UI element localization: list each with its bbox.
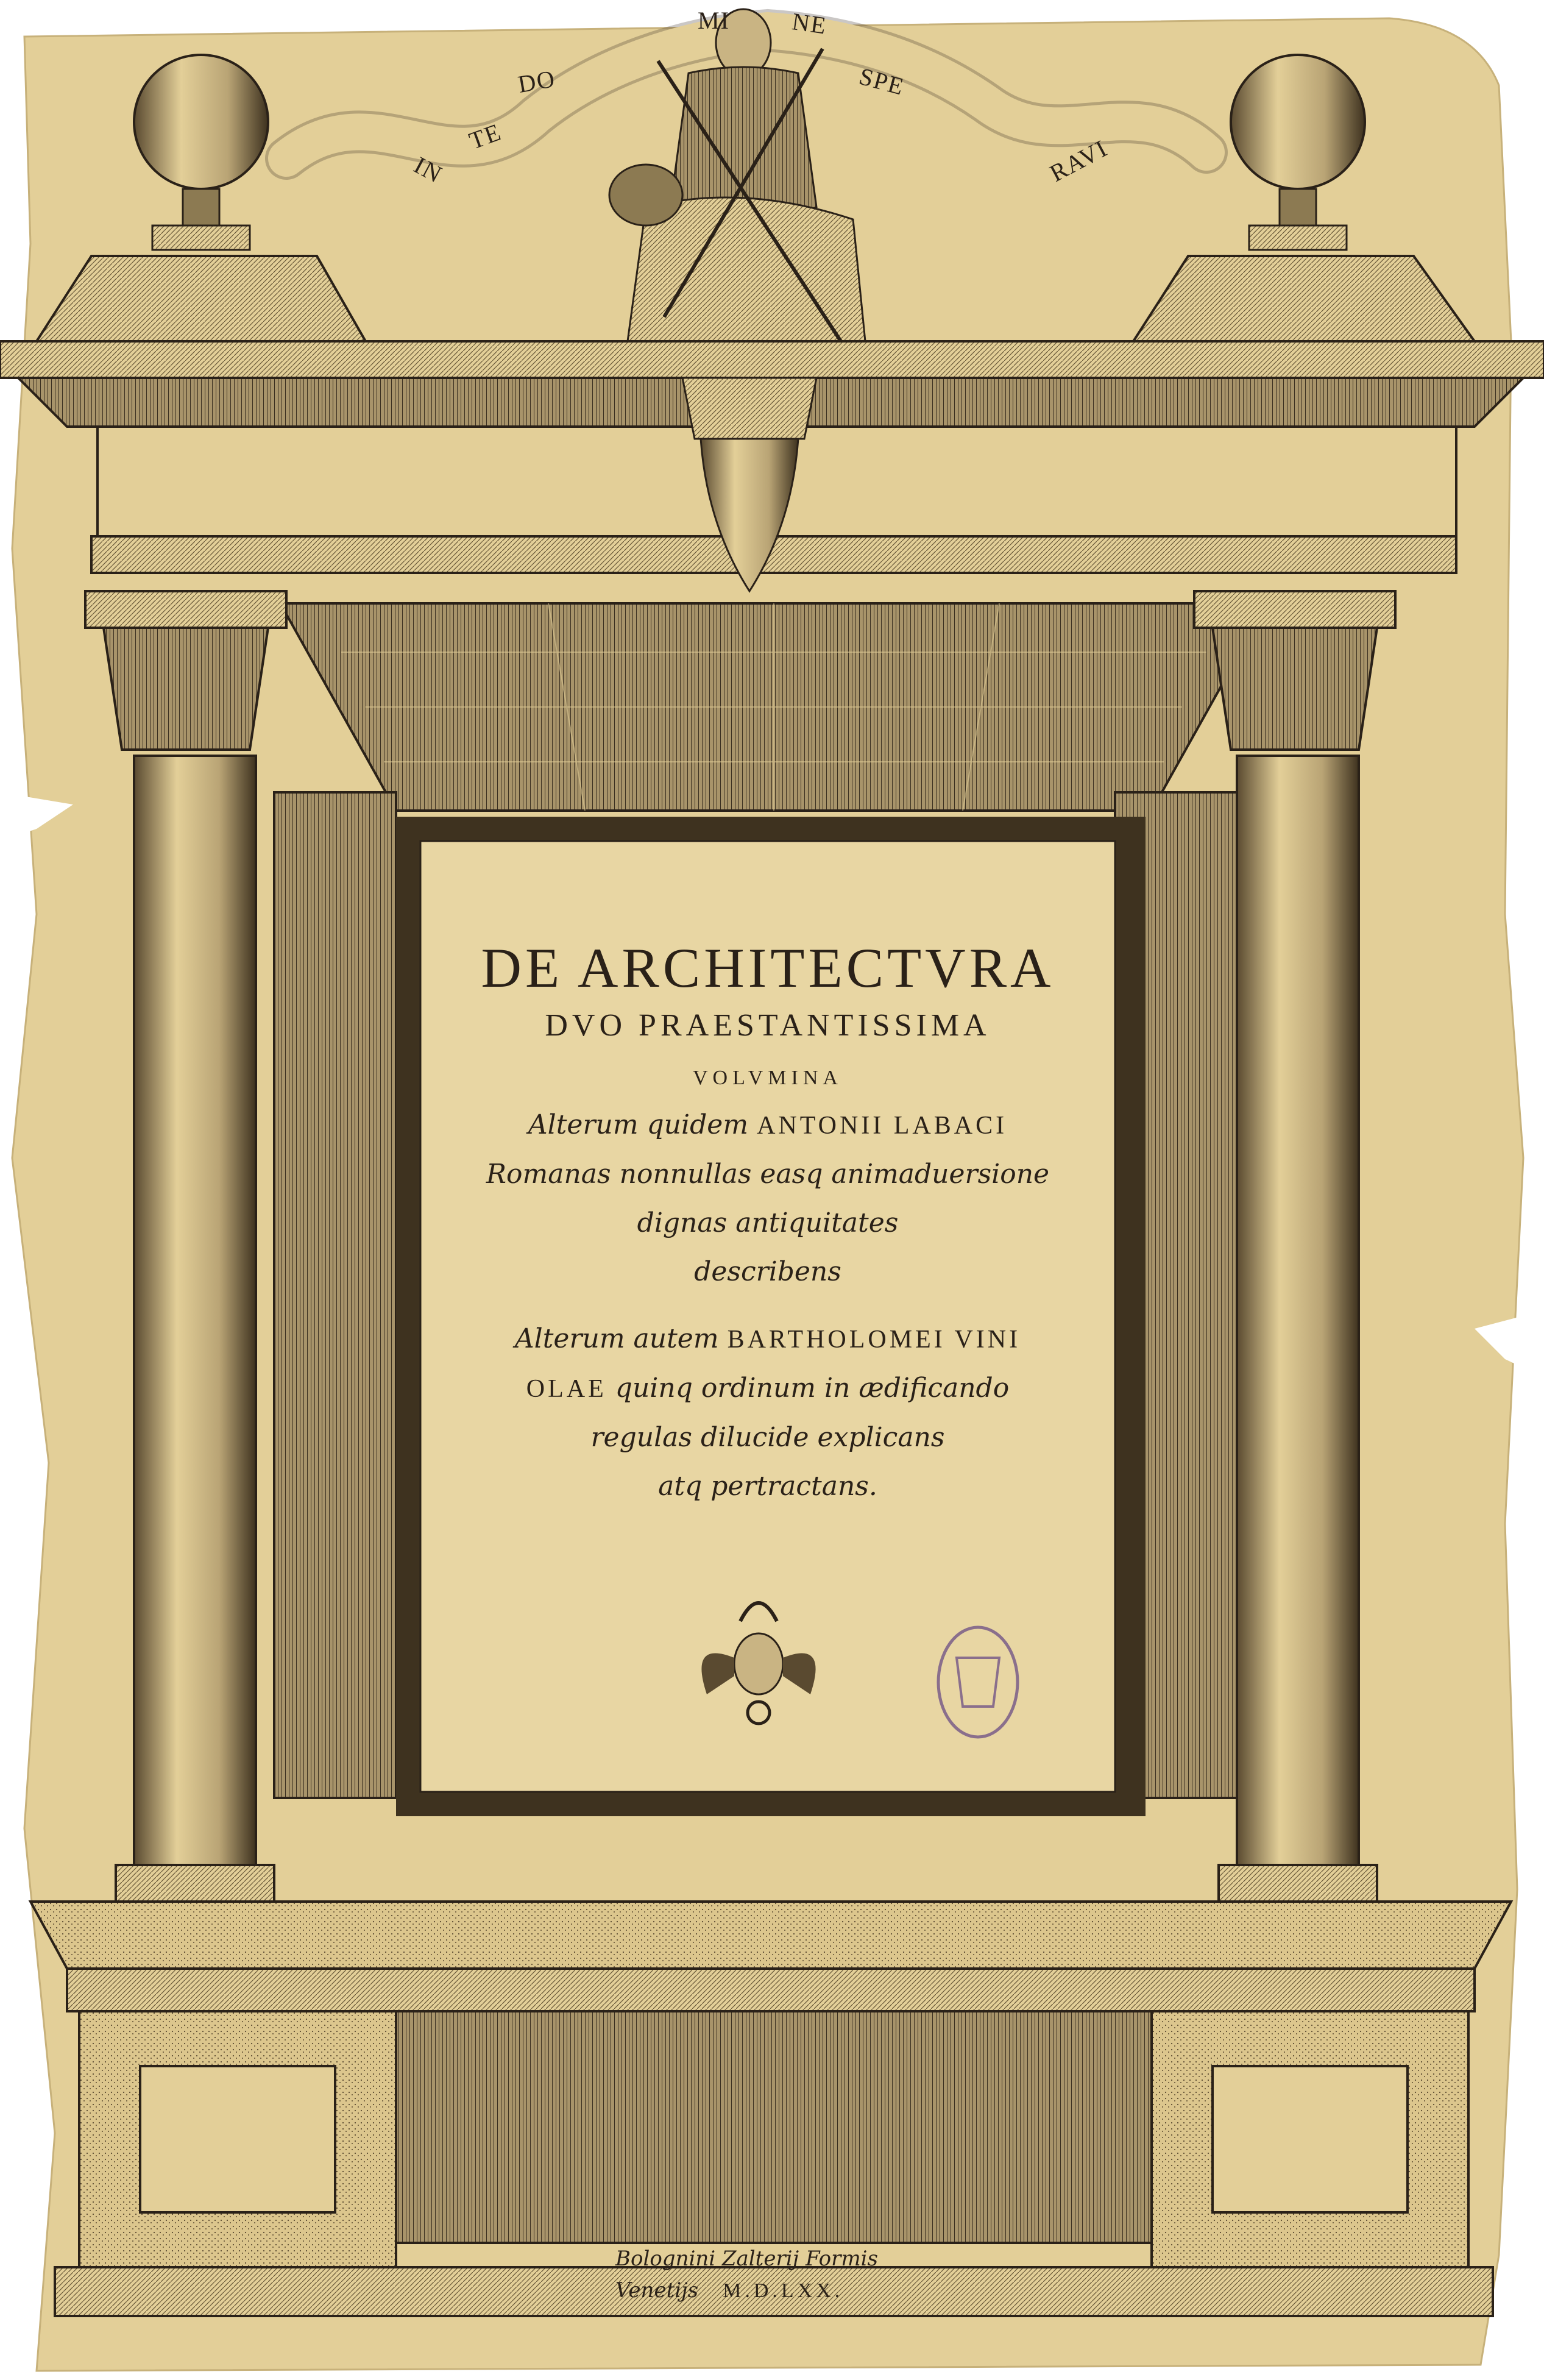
motto-word: RAVI <box>1045 134 1113 187</box>
rear-left-pilaster <box>274 792 396 1798</box>
volume-two-line: atq pertractans. <box>658 1471 877 1502</box>
volume-two-description <box>420 1315 1115 1511</box>
entablature <box>0 341 1544 591</box>
imprint-place: Venetijs <box>615 2278 699 2303</box>
volume-two-line: regulas dilucide explicans <box>590 1422 945 1453</box>
motto-word: SPE <box>856 62 908 101</box>
motto-word: MI <box>698 7 730 34</box>
volume-two-author-cont: OLAE <box>526 1375 607 1403</box>
motto-word: NE <box>790 7 829 40</box>
volume-one-author: ANTONII LABACI <box>757 1112 1008 1140</box>
motto-word: TE <box>465 118 505 155</box>
title-subtitle: DVO PRAESTANTISSIMA <box>545 1008 991 1043</box>
imprint <box>615 2243 981 2307</box>
volume-one-line: describens <box>694 1256 841 1287</box>
volume-one-lead: Alterum quidem <box>528 1109 749 1140</box>
volume-one-description <box>420 1101 1115 1296</box>
volume-two-author: BARTHOLOMEI VINI <box>727 1326 1021 1354</box>
volume-two-line: quinq ordinum in ædificando <box>615 1373 1010 1404</box>
imprint-publisher: Bolognini Zalterij Formis <box>615 2247 878 2271</box>
volume-one-line: Romanas nonnullas easq animaduersione <box>486 1159 1050 1190</box>
volume-one-line: dignas antiquitates <box>637 1207 899 1238</box>
motto-word: DO <box>515 64 558 99</box>
motto-word: IN <box>409 151 448 189</box>
title-main: DE ARCHITECTVRA <box>481 937 1055 999</box>
imprint-year: M.D.LXX. <box>723 2279 844 2302</box>
title-volumes: VOLVMINA <box>693 1067 843 1089</box>
volume-two-lead: Alterum autem <box>514 1323 719 1354</box>
title-inscription <box>420 841 1115 1792</box>
